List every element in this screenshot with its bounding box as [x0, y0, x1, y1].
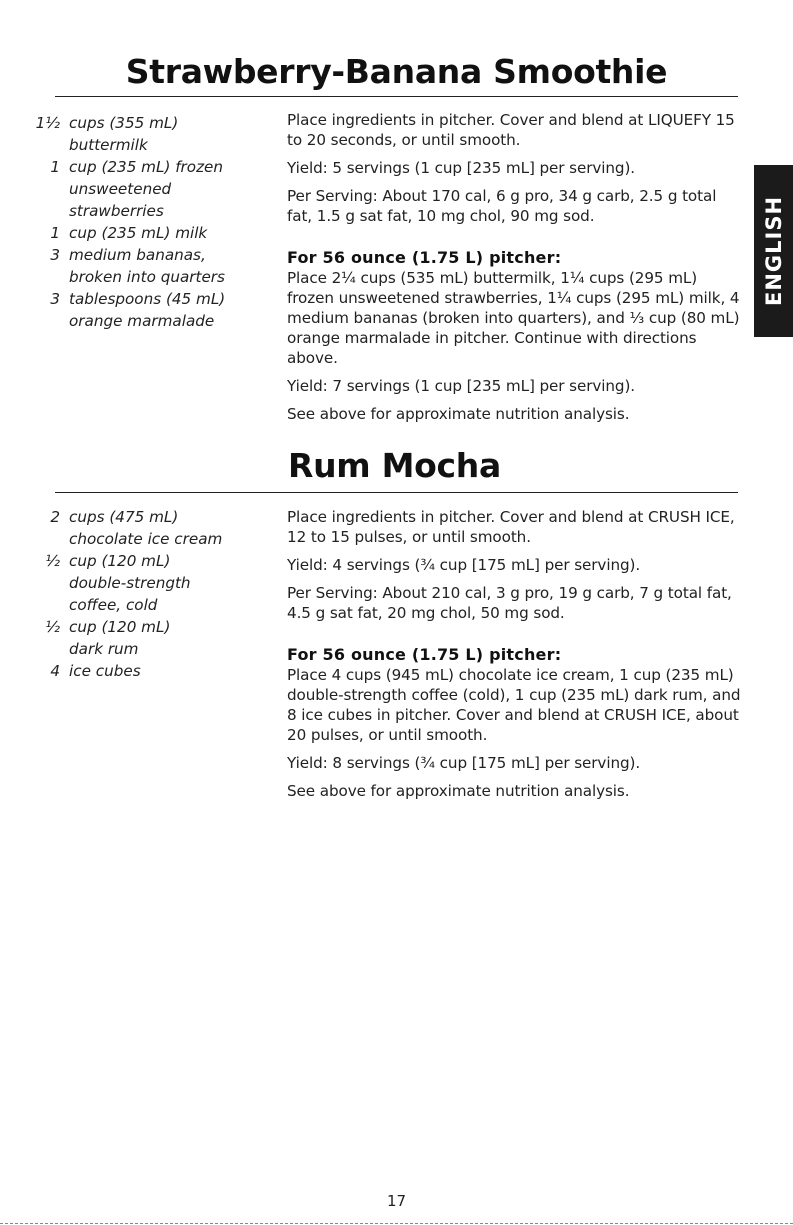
ingredient-desc — [69, 112, 280, 156]
yield-text: Yield: 5 servings (1 cup [235 mL] per serving). — [287, 159, 636, 177]
directions — [287, 110, 742, 432]
ingredient-qty: 1 — [50, 158, 60, 176]
ingredient-item — [20, 112, 280, 156]
pitcher-note: See above for approximate nutrition analysis. — [287, 405, 630, 423]
pitcher-heading: For 56 ounce (1.75 L) pitcher: — [287, 248, 562, 267]
ingredient-qty: 1½ — [35, 114, 60, 132]
ingredient-line: tablespoons (45 mL) — [69, 290, 226, 308]
ingredient-qty: ½ — [45, 552, 60, 570]
language-tab — [754, 165, 793, 337]
ingredient-item — [20, 550, 280, 616]
ingredient-line: ice cubes — [69, 662, 141, 680]
ingredient-item — [20, 222, 280, 244]
ingredient-desc — [69, 244, 280, 288]
nutrition-text: Per Serving: About 170 cal, 6 g pro, 34 g carb, 2.5 g total fat, 1.5 g sat fat, 10 mg chol, 90 mg sod. — [287, 187, 717, 225]
pitcher-note: See above for approximate nutrition analysis. — [287, 782, 630, 800]
ingredient-item — [20, 156, 280, 222]
ingredient-list — [20, 112, 280, 332]
ingredient-line: unsweetened — [69, 180, 172, 198]
ingredient-line: chocolate ice cream — [69, 530, 223, 548]
ingredient-line: cup (120 mL) — [69, 618, 171, 636]
ingredient-line: coffee, cold — [69, 596, 158, 614]
ingredient-desc — [69, 288, 280, 332]
page-edge-divider — [0, 1223, 793, 1224]
directions — [287, 507, 742, 809]
title-divider — [55, 96, 738, 97]
ingredient-line: cups (355 mL) — [69, 114, 179, 132]
ingredient-line: broken into quarters — [69, 268, 225, 286]
pitcher-text: Place 4 cups (945 mL) chocolate ice cream, 1 cup (235 mL) double-strength coffee (cold), 1 cup (235 mL) dark rum, and 8 ice cubes in pitcher. Cover and blend at CRUSH ICE, about 20 pulses, or until smooth. — [287, 666, 741, 744]
ingredient-line: cups (475 mL) — [69, 508, 179, 526]
ingredient-line: medium bananas, — [69, 246, 206, 264]
ingredient-line: double-strength — [69, 574, 191, 592]
pitcher-yield-text: Yield: 7 servings (1 cup [235 mL] per serving). — [287, 377, 636, 395]
ingredient-desc — [69, 616, 280, 660]
ingredient-line: orange marmalade — [69, 312, 215, 330]
ingredient-item — [20, 506, 280, 550]
ingredient-item — [20, 616, 280, 660]
ingredient-line: cup (235 mL) frozen — [69, 158, 224, 176]
ingredient-item — [20, 660, 280, 682]
ingredient-qty: 1 — [50, 224, 60, 242]
ingredient-line: cup (235 mL) milk — [69, 224, 208, 242]
pitcher-yield-text: Yield: 8 servings (¾ cup [175 mL] per serving). — [287, 754, 641, 772]
ingredient-desc — [69, 222, 280, 244]
ingredient-line: dark rum — [69, 640, 139, 658]
ingredient-qty: 3 — [50, 290, 60, 308]
directions-text: Place ingredients in pitcher. Cover and blend at CRUSH ICE, 12 to 15 pulses, or until smooth. — [287, 508, 735, 546]
ingredient-qty: 4 — [50, 662, 60, 680]
ingredient-line: buttermilk — [69, 136, 148, 154]
yield-text: Yield: 4 servings (¾ cup [175 mL] per serving). — [287, 556, 641, 574]
recipe-title: Rum Mocha — [288, 446, 501, 485]
ingredient-desc — [69, 156, 280, 222]
ingredient-desc — [69, 660, 280, 682]
ingredient-line: cup (120 mL) — [69, 552, 171, 570]
ingredient-qty: 2 — [50, 508, 60, 526]
ingredient-qty: ½ — [45, 618, 60, 636]
pitcher-text: Place 2¼ cups (535 mL) buttermilk, 1¼ cups (295 mL) frozen unsweetened strawberries, 1¼ cups (295 mL) milk, 4 medium bananas (broken into quarters), and ⅓ cup (80 mL) orange marmalade in pitcher. Continue with directions above. — [287, 269, 740, 367]
ingredient-item — [20, 244, 280, 288]
ingredient-line: strawberries — [69, 202, 164, 220]
page-number: 17 — [386, 1192, 407, 1210]
pitcher-heading: For 56 ounce (1.75 L) pitcher: — [287, 645, 562, 664]
ingredient-list — [20, 506, 280, 682]
recipe-title: Strawberry-Banana Smoothie — [125, 52, 668, 91]
ingredient-qty: 3 — [50, 246, 60, 264]
nutrition-text: Per Serving: About 210 cal, 3 g pro, 19 g carb, 7 g total fat, 4.5 g sat fat, 20 mg chol, 50 mg sod. — [287, 584, 732, 622]
language-tab-label: ENGLISH — [761, 195, 786, 307]
ingredient-desc — [69, 506, 280, 550]
ingredient-item — [20, 288, 280, 332]
ingredient-desc — [69, 550, 280, 616]
title-divider — [55, 492, 738, 493]
directions-text: Place ingredients in pitcher. Cover and blend at LIQUEFY 15 to 20 seconds, or until smooth. — [287, 111, 735, 149]
